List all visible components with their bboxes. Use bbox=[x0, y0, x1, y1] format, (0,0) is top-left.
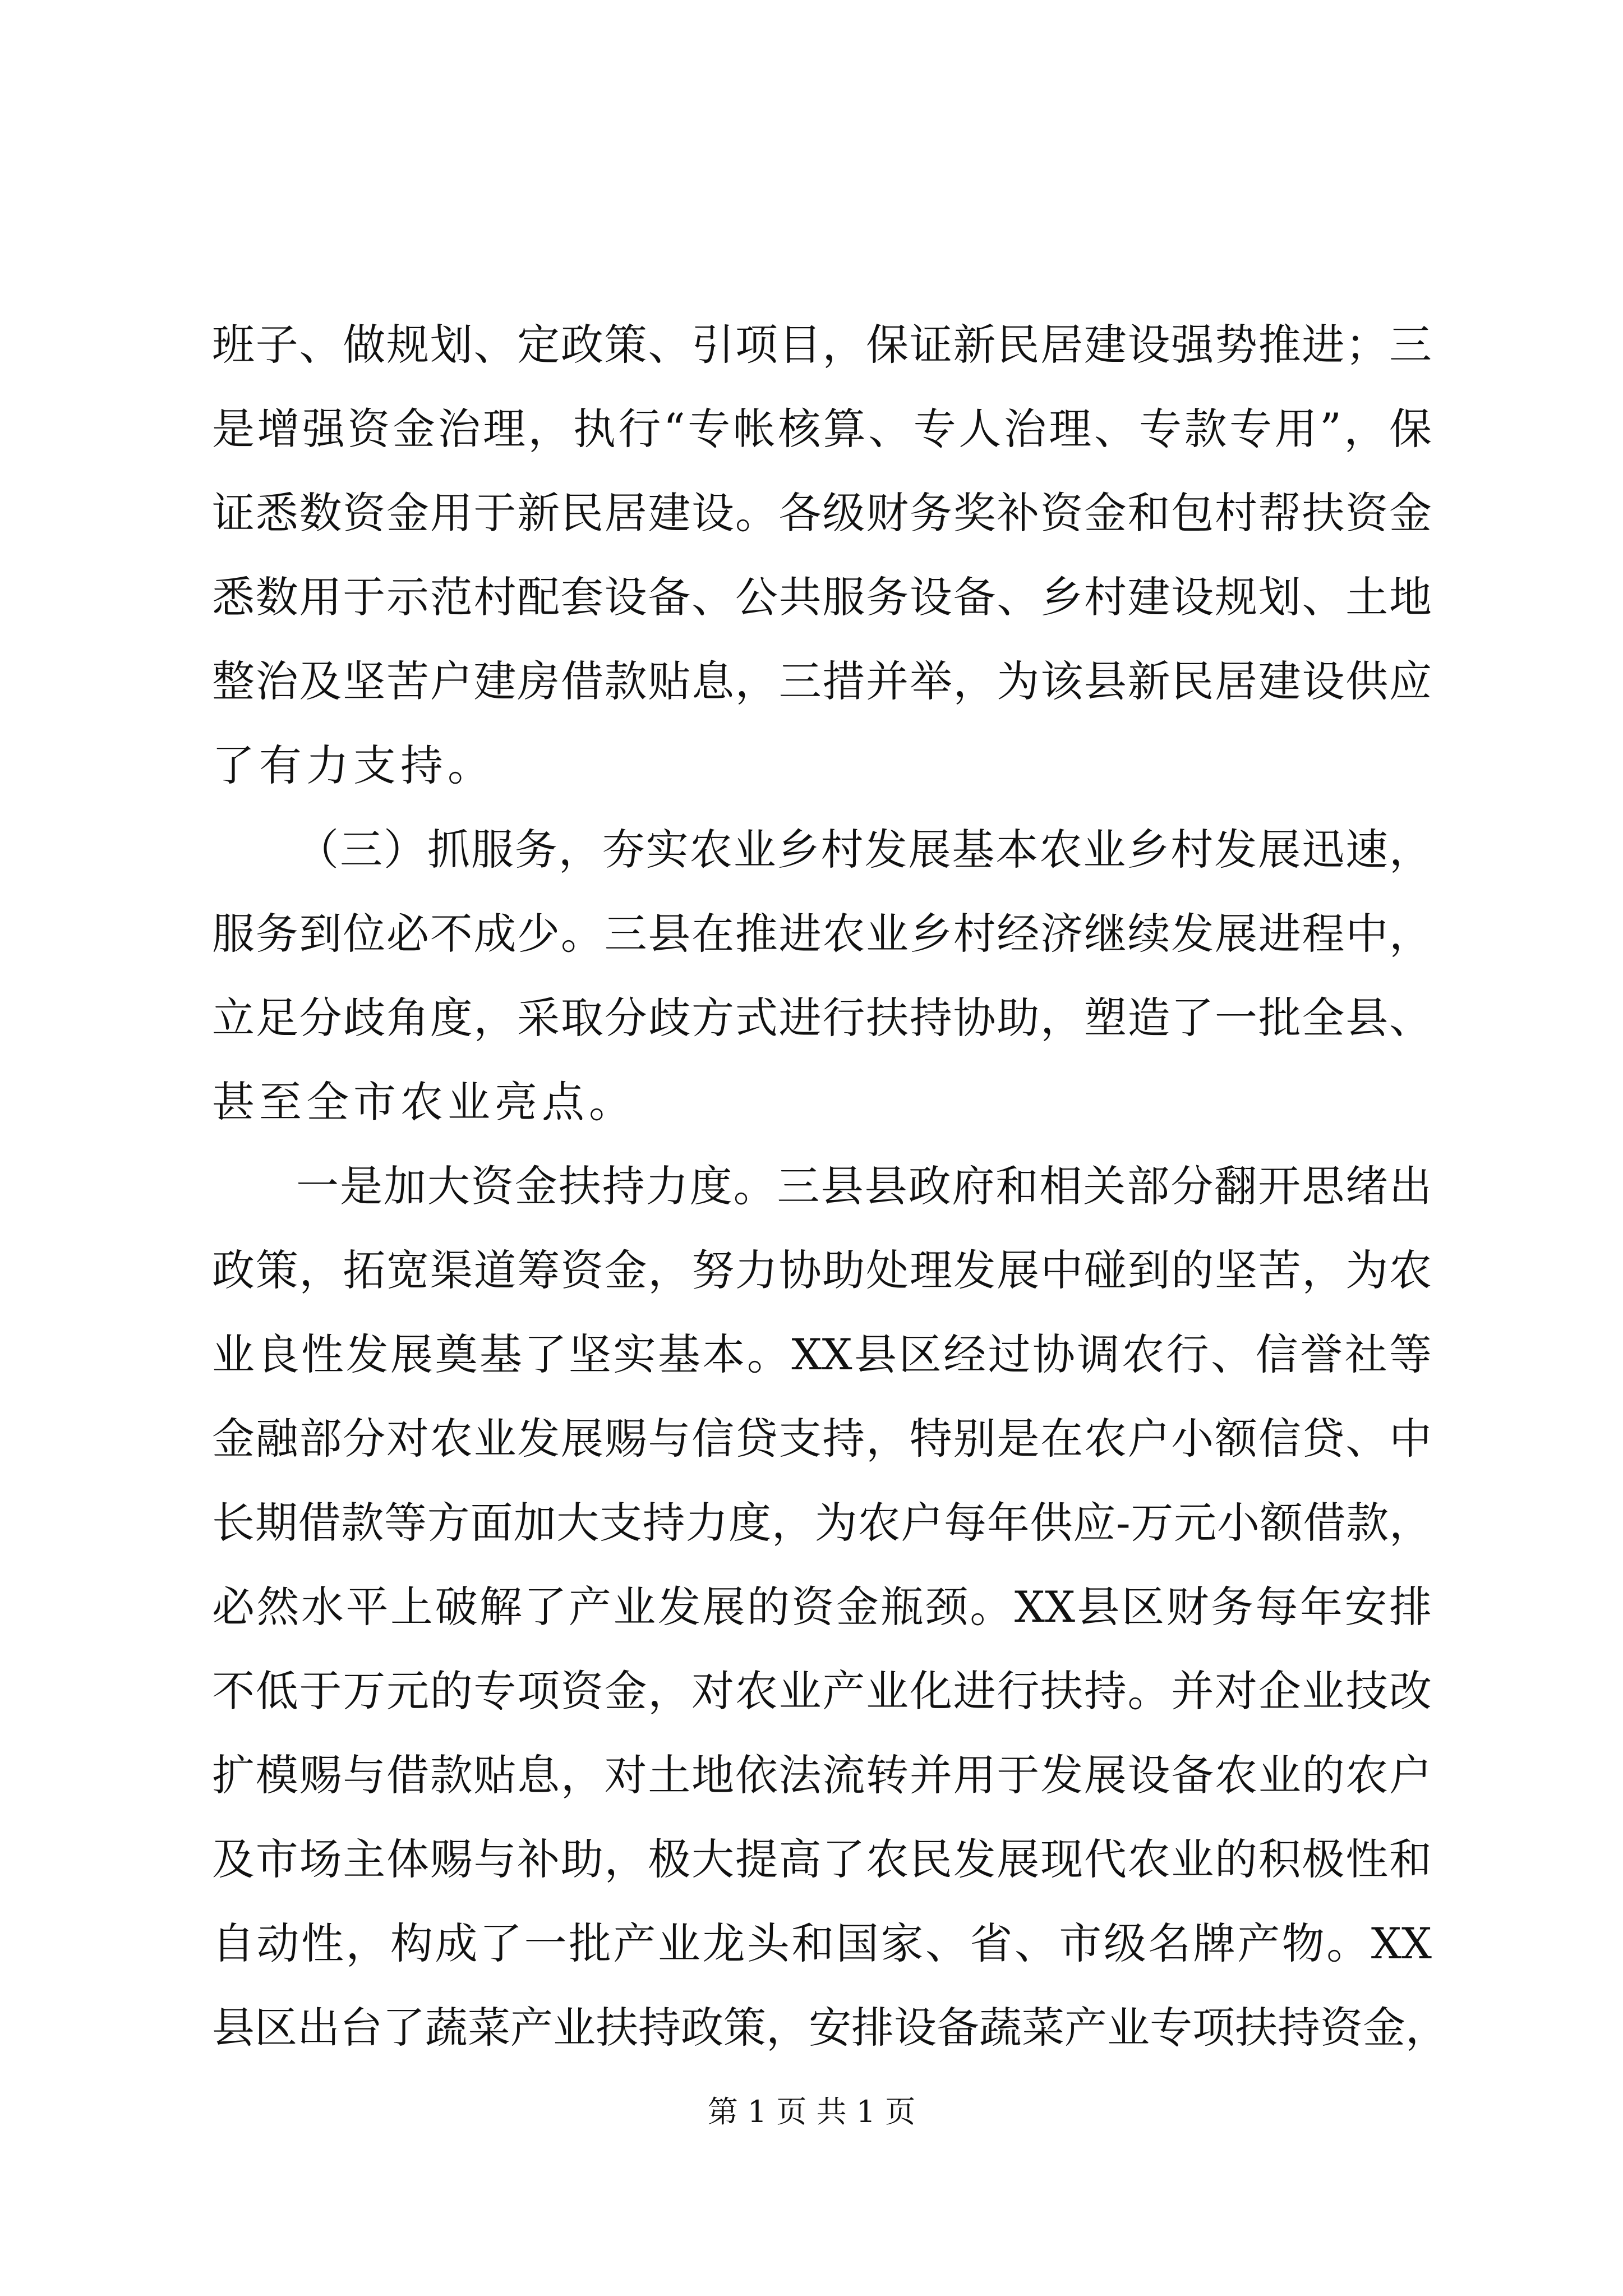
text-line: 不低于万元的专项资金，对农业产业化进行扶持。并对企业技改 bbox=[212, 1666, 1432, 1716]
text-line: 悉数用于示范村配套设备、公共服务设备、乡村建设规划、土地 bbox=[212, 572, 1432, 622]
text-line: 必然水平上破解了产业发展的资金瓶颈。XX县区财务每年安排 bbox=[212, 1582, 1432, 1632]
page-footer: 第 1 页 共 1 页 bbox=[707, 2094, 916, 2129]
text-line: 甚至全市农业亮点。 bbox=[212, 1077, 636, 1127]
text-line: 长期借款等方面加大支持力度，为农户每年供应-万元小额借款， bbox=[212, 1498, 1432, 1548]
text-line: 业良性发展奠基了坚实基本。XX县区经过协调农行、信誉社等 bbox=[212, 1329, 1432, 1379]
text-line: 自动性，构成了一批产业龙头和国家、省、市级名牌产物。XX bbox=[212, 1918, 1432, 1968]
text-line: 是增强资金治理，执行“专帐核算、专人治理、专款专用”，保 bbox=[212, 404, 1432, 454]
text-line: 及市场主体赐与补助，极大提高了农民发展现代农业的积极性和 bbox=[212, 1834, 1432, 1884]
text-line: 立足分歧角度，采取分歧方式进行扶持协助，塑造了一批全县、 bbox=[212, 993, 1432, 1043]
text-line: 扩模赐与借款贴息，对土地依法流转并用于发展设备农业的农户 bbox=[212, 1750, 1432, 1800]
text-line: 整治及坚苦户建房借款贴息，三措并举，为该县新民居建设供应 bbox=[212, 656, 1432, 706]
text-line: 了有力支持。 bbox=[212, 740, 495, 790]
text-line: 政策，拓宽渠道筹资金，努力协助处理发展中碰到的坚苦，为农 bbox=[212, 1245, 1432, 1295]
text-line: 服务到位必不成少。三县在推进农业乡村经济继续发展进程中， bbox=[212, 909, 1432, 959]
text-line: 县区出台了蔬菜产业扶持政策，安排设备蔬菜产业专项扶持资金， bbox=[212, 2003, 1448, 2053]
text-line: （三）抓服务，夯实农业乡村发展基本农业乡村发展迅速， bbox=[296, 825, 1432, 875]
text-line: 一是加大资金扶持力度。三县县政府和相关部分翻开思绪出 bbox=[296, 1161, 1432, 1211]
text-line: 金融部分对农业发展赐与信贷支持，特别是在农户小额信贷、中 bbox=[212, 1414, 1432, 1464]
text-line: 班子、做规划、定政策、引项目，保证新民居建设强势推进；三 bbox=[212, 320, 1432, 370]
document-body bbox=[212, 303, 1448, 2070]
text-line: 证悉数资金用于新民居建设。各级财务奖补资金和包村帮扶资金 bbox=[212, 488, 1432, 538]
